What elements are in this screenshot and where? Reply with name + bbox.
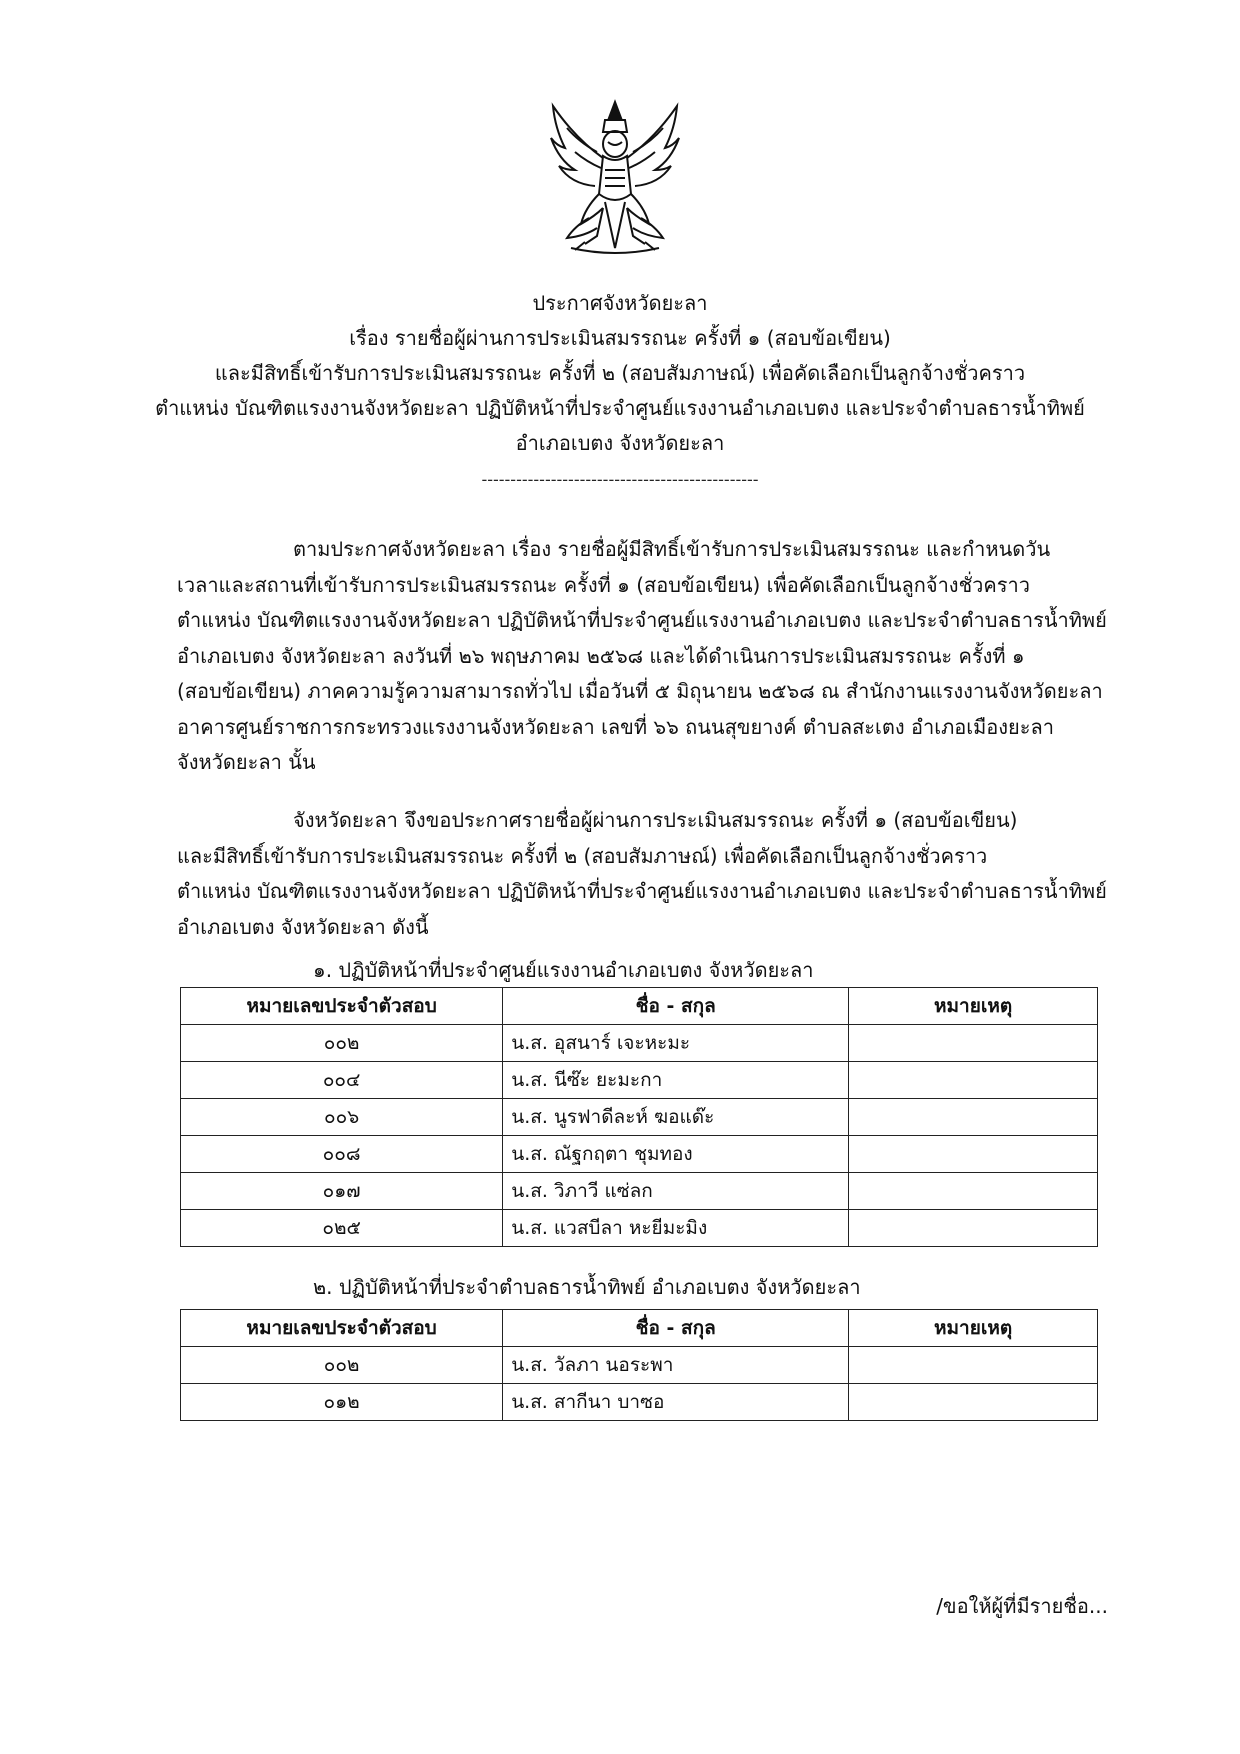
paragraph-line: เวลาและสถานที่เข้ารับการประเมินสมรรถนะ ครั้งที่ ๑ (สอบข้อเขียน) เพื่อคัดเลือกเป็นลูกจ้างชั่วคราว	[177, 572, 1030, 597]
exam-id-cell: ๐๐๔	[181, 1062, 503, 1099]
name-cell: น.ส. อุสนาร์ เจะหะมะ	[503, 1025, 849, 1062]
table-row	[181, 1025, 1098, 1062]
table-row	[181, 1062, 1098, 1099]
paragraph-line: อาคารศูนย์ราชการกระทรวงแรงงานจังหวัดยะลา เลขที่ ๖๖ ถนนสุขยางค์ ตำบลสะเตง อำเภอเมืองยะลา	[177, 714, 1055, 739]
exam-id-cell: ๐๐๒	[181, 1025, 503, 1062]
note-cell	[849, 1384, 1098, 1421]
exam-id-cell: ๐๐๘	[181, 1136, 503, 1173]
table-row	[181, 1210, 1098, 1247]
paragraph-line: จังหวัดยะลา นั้น	[177, 750, 316, 774]
header-title: ประกาศจังหวัดยะลา	[532, 291, 708, 315]
header-subject-line: เรื่อง รายชื่อผู้ผ่านการประเมินสมรรถนะ ครั้งที่ ๑ (สอบข้อเขียน)	[349, 326, 891, 350]
paragraph-line: ตามประกาศจังหวัดยะลา เรื่อง รายชื่อผู้มีสิทธิ์เข้ารับการประเมินสมรรถนะ และกำหนดวัน	[293, 537, 1051, 561]
paragraph-line: (สอบข้อเขียน) ภาคความรู้ความสามารถทั่วไป เมื่อวันที่ ๕ มิถุนายน ๒๕๖๘ ณ สำนักงานแรงงานจังหวัดยะลา	[177, 679, 1103, 703]
exam-id-cell: ๐๒๕	[181, 1210, 503, 1247]
name-cell: น.ส. วัลภา นอระพา	[503, 1347, 849, 1384]
body-paragraph-1	[177, 532, 1112, 781]
table-row	[181, 1099, 1098, 1136]
table-row	[181, 1136, 1098, 1173]
paragraph-line: และมีสิทธิ์เข้ารับการประเมินสมรรถนะ ครั้งที่ ๒ (สอบสัมภาษณ์) เพื่อคัดเลือกเป็นลูกจ้างชั่วคราว	[177, 843, 988, 868]
note-cell	[849, 1025, 1098, 1062]
column-header-note: หมายเหตุ	[849, 988, 1098, 1025]
garuda-emblem-icon	[545, 98, 685, 260]
column-header-name: ชื่อ - สกุล	[503, 1310, 849, 1347]
header-separator: ------------------------------------------------	[481, 470, 759, 489]
name-cell: น.ส. นูรฟาดีละห์ ฆอแด๊ะ	[503, 1099, 849, 1136]
name-cell: น.ส. สากีนา บาซอ	[503, 1384, 849, 1421]
exam-id-cell: ๐๐๖	[181, 1099, 503, 1136]
header-subject-line: อำเภอเบตง จังหวัดยะลา	[515, 431, 725, 455]
section-1-title: ๑. ปฏิบัติหน้าที่ประจำศูนย์แรงงานอำเภอเบตง จังหวัดยะลา	[313, 958, 814, 982]
note-cell	[849, 1173, 1098, 1210]
note-cell	[849, 1347, 1098, 1384]
name-cell: น.ส. ณัฐกฤตา ชุมทอง	[503, 1136, 849, 1173]
exam-id-cell: ๐๑๗	[181, 1173, 503, 1210]
announcement-header	[150, 286, 1090, 461]
section-2-title: ๒. ปฏิบัติหน้าที่ประจำตำบลธารน้ำทิพย์ อำเภอเบตง จังหวัดยะลา	[313, 1275, 861, 1299]
table-row	[181, 1173, 1098, 1210]
header-subject-line: และมีสิทธิ์เข้ารับการประเมินสมรรถนะ ครั้งที่ ๒ (สอบสัมภาษณ์) เพื่อคัดเลือกเป็นลูกจ้างชั่วคราว	[214, 361, 1026, 385]
note-cell	[849, 1062, 1098, 1099]
paragraph-line: อำเภอเบตง จังหวัดยะลา ลงวันที่ ๒๖ พฤษภาคม ๒๕๖๘ และได้ดำเนินการประเมินสมรรถนะ ครั้งที่ ๑	[177, 643, 1025, 668]
paragraph-line: อำเภอเบตง จังหวัดยะลา ดังนี้	[177, 914, 429, 939]
name-cell: น.ส. แวสบีลา หะยีมะมิง	[503, 1210, 849, 1247]
name-cell: น.ส. วิภาวี แซ่ลก	[503, 1173, 849, 1210]
note-cell	[849, 1210, 1098, 1247]
table-row	[181, 1384, 1098, 1421]
body-paragraph-2	[177, 803, 1112, 945]
column-header-name: ชื่อ - สกุล	[503, 988, 849, 1025]
section-2-table	[180, 1309, 1098, 1421]
name-cell: น.ส. นีซ๊ะ ยะมะกา	[503, 1062, 849, 1099]
table-header-row	[181, 988, 1098, 1025]
paragraph-line: จังหวัดยะลา จึงขอประกาศรายชื่อผู้ผ่านการประเมินสมรรถนะ ครั้งที่ ๑ (สอบข้อเขียน)	[293, 808, 1018, 832]
exam-id-cell: ๐๐๒	[181, 1347, 503, 1384]
table-row	[181, 1347, 1098, 1384]
column-header-note: หมายเหตุ	[849, 1310, 1098, 1347]
note-cell	[849, 1136, 1098, 1173]
section-1-table	[180, 987, 1098, 1247]
column-header-exam-id: หมายเลขประจำตัวสอบ	[181, 1310, 503, 1347]
table-header-row	[181, 1310, 1098, 1347]
exam-id-cell: ๐๑๒	[181, 1384, 503, 1421]
paragraph-line: ตำแหน่ง บัณฑิตแรงงานจังหวัดยะลา ปฏิบัติหน้าที่ประจำศูนย์แรงงานอำเภอเบตง และประจำตำบลธารน้ำทิพย์	[177, 879, 1107, 903]
paragraph-line: ตำแหน่ง บัณฑิตแรงงานจังหวัดยะลา ปฏิบัติหน้าที่ประจำศูนย์แรงงานอำเภอเบตง และประจำตำบลธารน้ำทิพย์	[177, 608, 1107, 632]
column-header-exam-id: หมายเลขประจำตัวสอบ	[181, 988, 503, 1025]
header-subject-line: ตำแหน่ง บัณฑิตแรงงานจังหวัดยะลา ปฏิบัติหน้าที่ประจำศูนย์แรงงานอำเภอเบตง และประจำตำบลธารน้ำทิพย์	[155, 396, 1085, 420]
continuation-note: /ขอให้ผู้ที่มีรายชื่อ...	[936, 1594, 1108, 1618]
note-cell	[849, 1099, 1098, 1136]
